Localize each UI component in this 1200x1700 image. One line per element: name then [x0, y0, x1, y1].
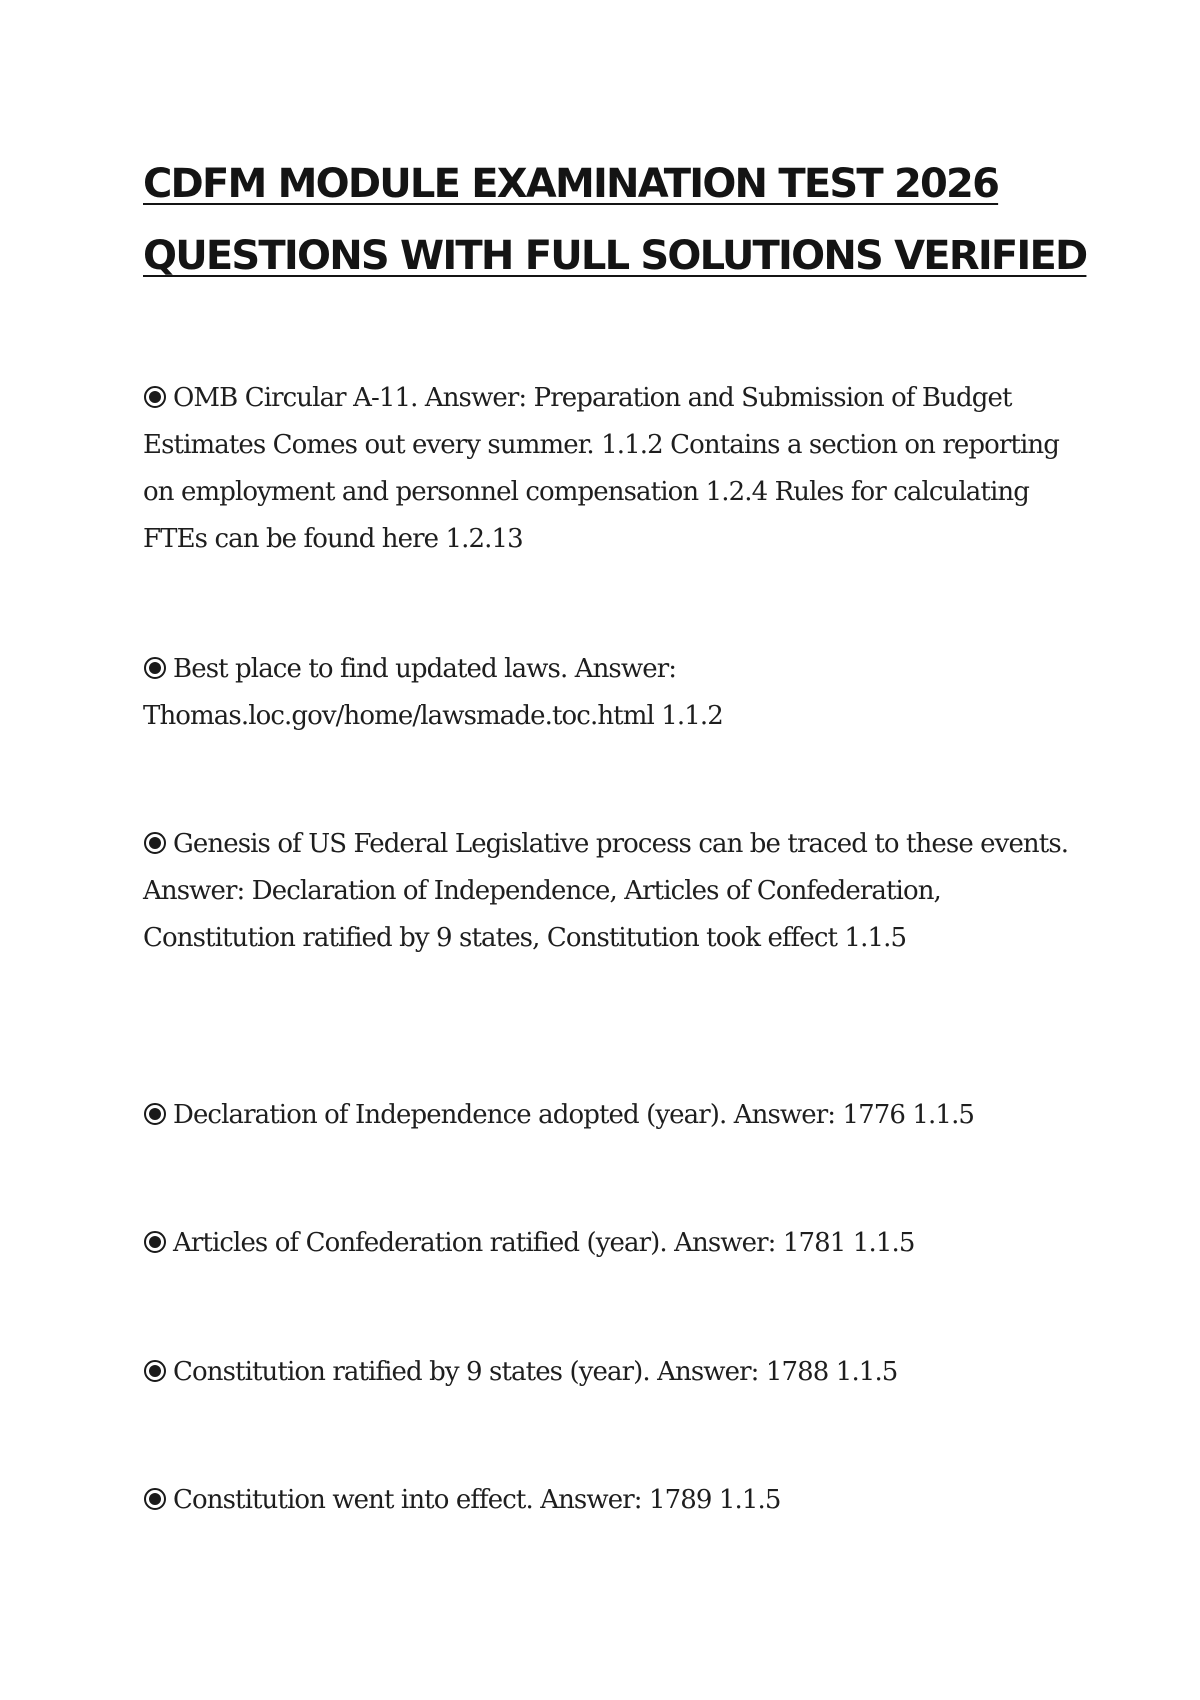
radio-bullet-icon	[143, 385, 167, 409]
qa-item-articles-year	[143, 1220, 1073, 1267]
qa-item-text: Best place to find updated laws. Answer: Thomas.loc.gov/home/lawsmade.toc.html 1.1.2	[143, 654, 723, 731]
qa-item-constitution-effect-year	[143, 1477, 1073, 1524]
qa-item-text: OMB Circular A-11. Answer: Preparation and Submission of Budget Estimates Comes out every summer. 1.1.2 Contains a section on reporting on employment and personnel compensation 1.2.4 Rules for calculating FTEs can be found here 1.2.13	[143, 383, 1059, 554]
qa-item-text: Declaration of Independence adopted (year). Answer: 1776 1.1.5	[173, 1100, 975, 1130]
radio-bullet-icon	[143, 656, 167, 680]
title-line-2: QUESTIONS WITH FULL SOLUTIONS VERIFIED	[143, 233, 1087, 279]
title-line-1: CDFM MODULE EXAMINATION TEST 2026	[143, 161, 999, 207]
qa-item-text: Constitution went into effect. Answer: 1789 1.1.5	[173, 1485, 781, 1515]
qa-item-text: Genesis of US Federal Legislative process can be traced to these events. Answer: Declaration of Independence, Articles of Confederation, Constitution ratified by 9 states, Constitution took effect 1.1.5	[143, 829, 1069, 953]
qa-item-legislative-genesis	[143, 821, 1073, 962]
qa-item-constitution-ratified-year	[143, 1349, 1073, 1396]
qa-item-text: Constitution ratified by 9 states (year). Answer: 1788 1.1.5	[173, 1357, 898, 1387]
document-title	[143, 148, 1087, 292]
qa-item-updated-laws	[143, 646, 1073, 740]
qa-item-declaration-year	[143, 1092, 1073, 1139]
qa-item-omb-circular	[143, 375, 1073, 563]
radio-bullet-icon	[143, 1102, 167, 1126]
radio-bullet-icon	[143, 831, 167, 855]
qa-item-text: Articles of Confederation ratified (year). Answer: 1781 1.1.5	[173, 1228, 915, 1258]
radio-bullet-icon	[143, 1230, 167, 1254]
radio-bullet-icon	[143, 1359, 167, 1383]
radio-bullet-icon	[143, 1487, 167, 1511]
